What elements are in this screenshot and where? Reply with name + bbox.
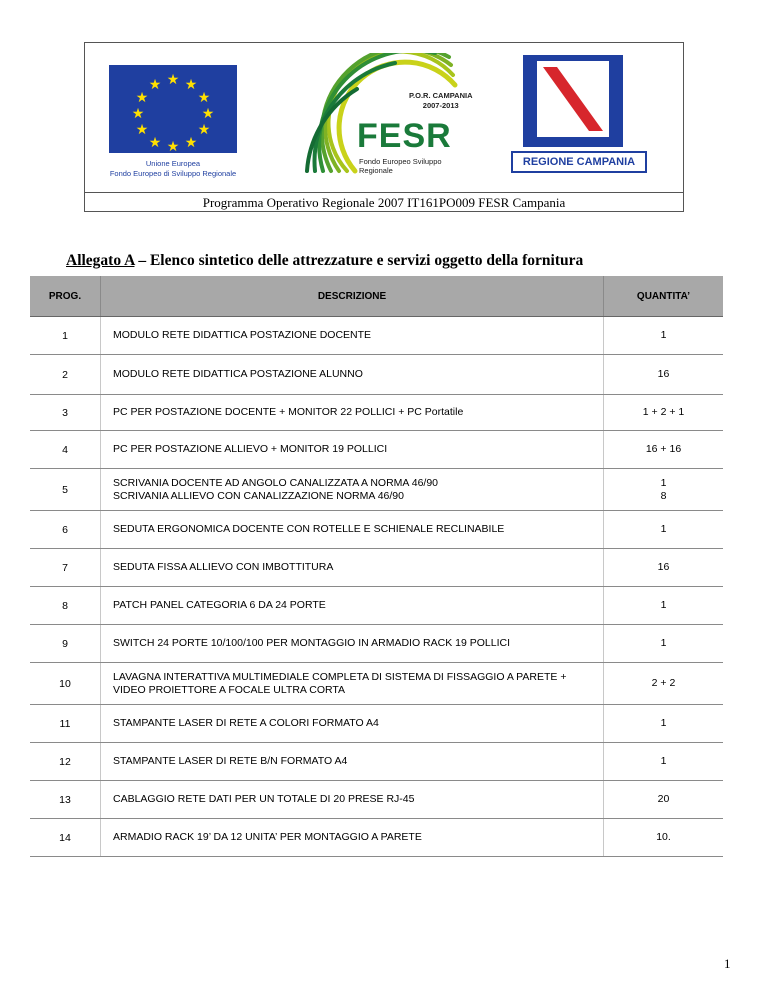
cell-prog: 4 xyxy=(30,431,101,469)
cell-desc xyxy=(101,469,604,511)
table-row xyxy=(30,317,723,355)
desc-line: SCRIVANIA DOCENTE AD ANGOLO CANALIZZATA A NORMA 46/90 xyxy=(113,476,439,489)
qty-line: 16 xyxy=(657,368,670,380)
desc-line: ARMADIO RACK 19’ DA 12 UNITA’ PER MONTAGGIO A PARETE xyxy=(113,831,422,843)
qty-line: 2 + 2 xyxy=(651,677,676,689)
qty-line: 10. xyxy=(656,831,671,843)
desc-line: SEDUTA ERGONOMICA DOCENTE CON ROTELLE E SCHIENALE RECLINABILE xyxy=(113,523,505,535)
qty-line: 1 xyxy=(660,599,667,611)
page-title xyxy=(66,252,583,270)
cell-qty xyxy=(604,395,724,431)
cell-prog: 7 xyxy=(30,549,101,587)
equipment-table xyxy=(30,276,723,857)
qty-line: 1 xyxy=(660,523,667,535)
cell-desc xyxy=(101,549,604,587)
table-row xyxy=(30,355,723,395)
table-row xyxy=(30,705,723,743)
cell-prog: 8 xyxy=(30,587,101,625)
table-row xyxy=(30,431,723,469)
desc-line: MODULO RETE DIDATTICA POSTAZIONE DOCENTE xyxy=(113,329,372,341)
cell-desc xyxy=(101,705,604,743)
cell-desc xyxy=(101,743,604,781)
svg-text:★: ★ xyxy=(135,122,149,138)
page-number: 1 xyxy=(724,956,731,971)
cell-desc xyxy=(101,395,604,431)
por-line2: 2007-2013 xyxy=(422,101,459,110)
eu-caption-line1: Unione Europea xyxy=(145,159,201,168)
svg-text:★: ★ xyxy=(148,135,162,151)
cell-qty xyxy=(604,355,724,395)
regione-shield-icon xyxy=(523,55,623,147)
svg-text:★: ★ xyxy=(197,122,211,138)
cell-qty xyxy=(604,587,724,625)
svg-text:★: ★ xyxy=(184,135,198,151)
qty-line: 1 xyxy=(660,637,667,649)
svg-text:★: ★ xyxy=(184,77,198,93)
svg-text:★: ★ xyxy=(131,106,145,122)
qty-line: 1 xyxy=(660,329,667,341)
qty-line: 1 xyxy=(660,755,667,767)
table-row xyxy=(30,781,723,819)
svg-text:★: ★ xyxy=(148,77,162,93)
eu-logo xyxy=(109,65,237,185)
eu-caption xyxy=(109,159,237,179)
table-row xyxy=(30,663,723,705)
cell-qty xyxy=(604,469,724,511)
cell-prog: 11 xyxy=(30,705,101,743)
table-row xyxy=(30,511,723,549)
cell-qty xyxy=(604,743,724,781)
regione-label: REGIONE CAMPANIA xyxy=(511,151,647,173)
cell-desc xyxy=(101,511,604,549)
cell-prog: 13 xyxy=(30,781,101,819)
qty-line: 1 + 2 + 1 xyxy=(642,406,685,418)
fesr-wordmark: FESR xyxy=(357,117,452,155)
cell-prog: 2 xyxy=(30,355,101,395)
fesr-logo xyxy=(285,53,475,183)
cell-desc xyxy=(101,781,604,819)
eu-caption-line2: Fondo Europeo di Sviluppo Regionale xyxy=(109,169,237,178)
qty-line: 1 xyxy=(660,717,667,729)
desc-line: PC PER POSTAZIONE DOCENTE + MONITOR 22 POLLICI + PC Portatile xyxy=(113,406,464,418)
svg-text:★: ★ xyxy=(166,139,180,153)
cell-desc xyxy=(101,587,604,625)
cell-qty xyxy=(604,625,724,663)
table-row xyxy=(30,469,723,511)
svg-text:★: ★ xyxy=(201,106,215,122)
desc-line: SEDUTA FISSA ALLIEVO CON IMBOTTITURA xyxy=(113,561,334,573)
cell-qty xyxy=(604,663,724,705)
programma-text: Programma Operativo Regionale 2007 IT161PO009 FESR Campania xyxy=(202,195,566,210)
desc-line: SWITCH 24 PORTE 10/100/100 PER MONTAGGIO IN ARMADIO RACK 19 POLLICI xyxy=(113,637,510,649)
table-body xyxy=(30,317,723,857)
cell-desc xyxy=(101,819,604,857)
eu-flag-icon xyxy=(109,65,237,153)
desc-line: STAMPANTE LASER DI RETE B/N FORMATO A4 xyxy=(113,755,348,767)
svg-text:★: ★ xyxy=(135,90,149,106)
qty-line: 1 xyxy=(660,476,667,489)
regione-campania-logo xyxy=(509,55,649,183)
desc-line: PC PER POSTAZIONE ALLIEVO + MONITOR 19 POLLICI xyxy=(113,443,388,455)
desc-line: LAVAGNA INTERATTIVA MULTIMEDIALE COMPLETA DI SISTEMA DI FISSAGGIO A PARETE + xyxy=(113,670,567,683)
desc-line: PATCH PANEL CATEGORIA 6 DA 24 PORTE xyxy=(113,599,326,611)
por-line1: P.O.R. CAMPANIA xyxy=(409,91,473,100)
cell-qty xyxy=(604,705,724,743)
table-header-row xyxy=(30,276,723,317)
cell-prog: 5 xyxy=(30,469,101,511)
cell-desc xyxy=(101,663,604,705)
logos-row xyxy=(85,43,683,193)
header-qty: QUANTITA’ xyxy=(604,276,724,317)
qty-line: 20 xyxy=(657,793,670,805)
cell-qty xyxy=(604,781,724,819)
cell-qty xyxy=(604,317,724,355)
fesr-subtitle: Fondo Europeo Sviluppo Regionale xyxy=(359,157,442,175)
cell-desc xyxy=(101,355,604,395)
cell-desc xyxy=(101,625,604,663)
eu-stars-icon xyxy=(109,65,237,153)
table-row xyxy=(30,395,723,431)
por-label xyxy=(409,91,472,111)
header-desc: DESCRIZIONE xyxy=(101,276,604,317)
qty-line: 16 xyxy=(657,561,670,573)
cell-prog: 14 xyxy=(30,819,101,857)
table-row xyxy=(30,587,723,625)
svg-text:★: ★ xyxy=(166,72,180,88)
cell-desc xyxy=(101,431,604,469)
cell-desc xyxy=(101,317,604,355)
regione-shield-band-icon xyxy=(523,55,623,147)
desc-line: VIDEO PROIETTORE A FOCALE ULTRA CORTA xyxy=(113,683,346,696)
cell-prog: 10 xyxy=(30,663,101,705)
cell-prog: 12 xyxy=(30,743,101,781)
cell-prog: 9 xyxy=(30,625,101,663)
desc-line: CABLAGGIO RETE DATI PER UN TOTALE DI 20 PRESE RJ-45 xyxy=(113,793,415,805)
qty-line: 8 xyxy=(660,489,667,502)
header-box xyxy=(84,42,684,212)
table-row xyxy=(30,743,723,781)
cell-qty xyxy=(604,819,724,857)
desc-line: MODULO RETE DIDATTICA POSTAZIONE ALUNNO xyxy=(113,368,363,380)
cell-prog: 3 xyxy=(30,395,101,431)
desc-line: SCRIVANIA ALLIEVO CON CANALIZZAZIONE NORMA 46/90 xyxy=(113,489,404,502)
header-prog: PROG. xyxy=(30,276,101,317)
cell-qty xyxy=(604,549,724,587)
table-row xyxy=(30,625,723,663)
cell-prog: 1 xyxy=(30,317,101,355)
qty-line: 16 + 16 xyxy=(645,443,682,455)
cell-prog: 6 xyxy=(30,511,101,549)
title-rest: – Elenco sintetico delle attrezzature e servizi oggetto della fornitura xyxy=(134,252,584,269)
svg-text:★: ★ xyxy=(197,90,211,106)
table-row xyxy=(30,819,723,857)
desc-line: STAMPANTE LASER DI RETE A COLORI FORMATO A4 xyxy=(113,717,379,729)
cell-qty xyxy=(604,511,724,549)
cell-qty xyxy=(604,431,724,469)
table-row xyxy=(30,549,723,587)
title-underlined: Allegato A xyxy=(66,252,135,269)
